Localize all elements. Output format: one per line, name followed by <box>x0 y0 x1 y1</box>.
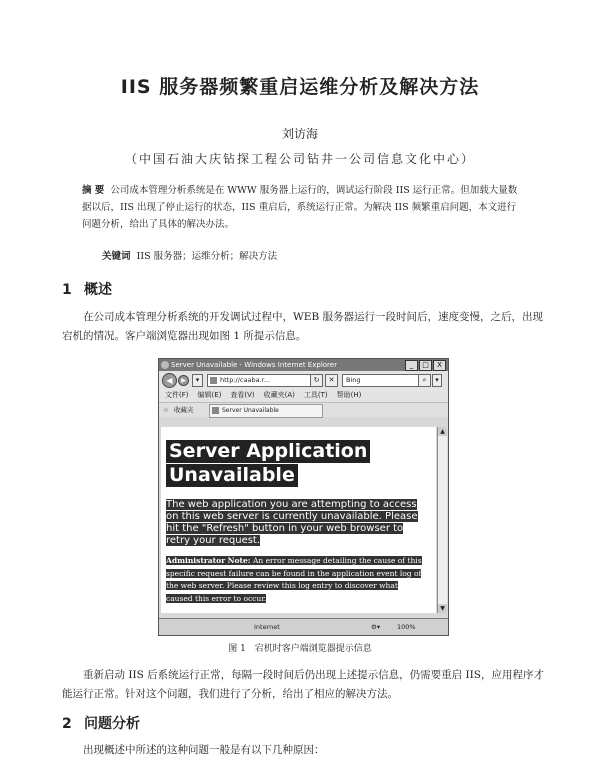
abstract <box>82 182 522 233</box>
page-content <box>161 427 436 613</box>
url-text: http://caaba.r... <box>220 376 270 384</box>
minimize-button[interactable]: _ <box>405 360 418 371</box>
status-bar <box>159 618 448 635</box>
abstract-text: 公司成本管理分析系统是在 WWW 服务器上运行的，调试运行阶段 IIS 运行正常。但加载大量数据以后，IIS 出现了停止运行的状态，IIS 重启后，系统运行正常。为解决 IIS 频繁重启问题，本文进行问题分析，给出了具体的解决办法。 <box>82 185 518 230</box>
error-message <box>166 499 430 547</box>
back-arrow-icon[interactable]: ◀ <box>162 373 177 388</box>
figure-caption: 图 1 宕机时客户端浏览器提示信息 <box>228 644 372 654</box>
section-title: 概述 <box>84 282 112 298</box>
close-button[interactable]: X <box>433 360 446 371</box>
scroll-down-icon[interactable]: ▼ <box>438 604 447 613</box>
window-title: Server Unavailable - Windows Internet Explorer <box>171 361 337 369</box>
page-icon <box>210 377 217 384</box>
address-bar-row <box>159 371 448 389</box>
tab-title: Server Unavailable <box>222 407 279 414</box>
section-1-heading <box>62 279 112 299</box>
section-2-paragraph: 出现概述中所述的这种问题一般是有以下几种原因： <box>83 744 325 756</box>
section-title: 问题分析 <box>84 716 140 732</box>
vertical-scrollbar[interactable] <box>437 427 447 613</box>
section-number: 2 <box>62 716 72 732</box>
author-name: 刘访海 <box>281 127 318 141</box>
menu-file[interactable]: 文件(F) <box>165 391 189 399</box>
admin-note-label: Administrator Note: <box>166 556 251 565</box>
scroll-up-icon[interactable]: ▲ <box>438 427 447 436</box>
forward-arrow-icon[interactable]: ▶ <box>178 375 189 386</box>
internet-zone-label: Internet <box>254 623 280 631</box>
menu-tools[interactable]: 工具(T) <box>303 391 328 399</box>
paper-title: IIS 服务器频繁重启运维分析及解决方法 <box>120 76 480 98</box>
search-options-icon[interactable]: ▾ <box>432 374 442 387</box>
menu-help[interactable]: 帮助(H) <box>336 391 362 399</box>
section-number: 1 <box>62 282 72 298</box>
admin-note-text: An error message detailing the cause of this specific request failure can be found in the application event log of the web server. Please review this log entry to discover what caused this error to occur. <box>166 556 422 603</box>
menu-favorites[interactable]: 收藏夹(A) <box>263 391 295 399</box>
keywords-label: 关键词 <box>102 251 131 262</box>
url-field[interactable] <box>207 374 321 387</box>
menu-edit[interactable]: 编辑(E) <box>197 391 222 399</box>
keywords-text: IIS 服务器；运维分析；解决方法 <box>136 251 278 262</box>
protected-mode-icon[interactable]: ⚙▾ <box>371 623 381 631</box>
error-heading-line-2: Unavailable <box>166 464 298 487</box>
figure-browser-screenshot <box>158 358 449 636</box>
search-field[interactable] <box>342 374 419 387</box>
favorites-star-icon[interactable]: ☆ <box>163 406 169 414</box>
error-heading-line-1: Server Application <box>166 440 370 463</box>
menu-view[interactable]: 查看(V) <box>230 391 255 399</box>
search-engine-label: Bing <box>346 376 361 384</box>
section-1-paragraph: 在公司成本管理分析系统的开发调试过程中，WEB 服务器运行一段时间后，速度变慢，之后，出现宕机的情况。客户端浏览器出现如图 1 所提示信息。 <box>62 311 544 342</box>
favorites-label[interactable]: 收藏夹 <box>174 406 194 414</box>
maximize-button[interactable]: □ <box>419 360 432 371</box>
history-dropdown-icon[interactable]: ▾ <box>192 374 203 387</box>
ie-logo-icon <box>161 361 169 369</box>
section-2-heading <box>62 713 140 733</box>
browser-tab[interactable] <box>209 404 323 418</box>
tab-page-icon <box>212 407 219 414</box>
error-message-text: The web application you are attempting to access on this web server is currently unavailable. Please hit the "Refresh" button in your web browser to retry your request. <box>166 499 418 546</box>
author-affiliation: （中国石油大庆钻探工程公司钻井一公司信息文化中心） <box>124 152 475 166</box>
section-1-paragraph-2: 重新启动 IIS 后系统运行正常，每隔一段时间后仍出现上述提示信息，仍需要重启 IIS，应用程序才能运行正常。针对这个问题，我们进行了分析，给出了相应的解决方法。 <box>62 669 544 700</box>
refresh-icon[interactable]: ↻ <box>310 374 323 387</box>
zoom-level[interactable]: 100% <box>397 623 416 631</box>
window-titlebar <box>159 359 448 371</box>
favorites-bar <box>159 402 448 417</box>
admin-note <box>166 555 426 605</box>
menu-bar <box>159 389 448 402</box>
abstract-label: 摘 要 <box>82 185 105 196</box>
search-icon[interactable]: ⌕ <box>418 374 431 387</box>
stop-icon[interactable]: ✕ <box>325 374 338 387</box>
keywords <box>102 248 522 262</box>
